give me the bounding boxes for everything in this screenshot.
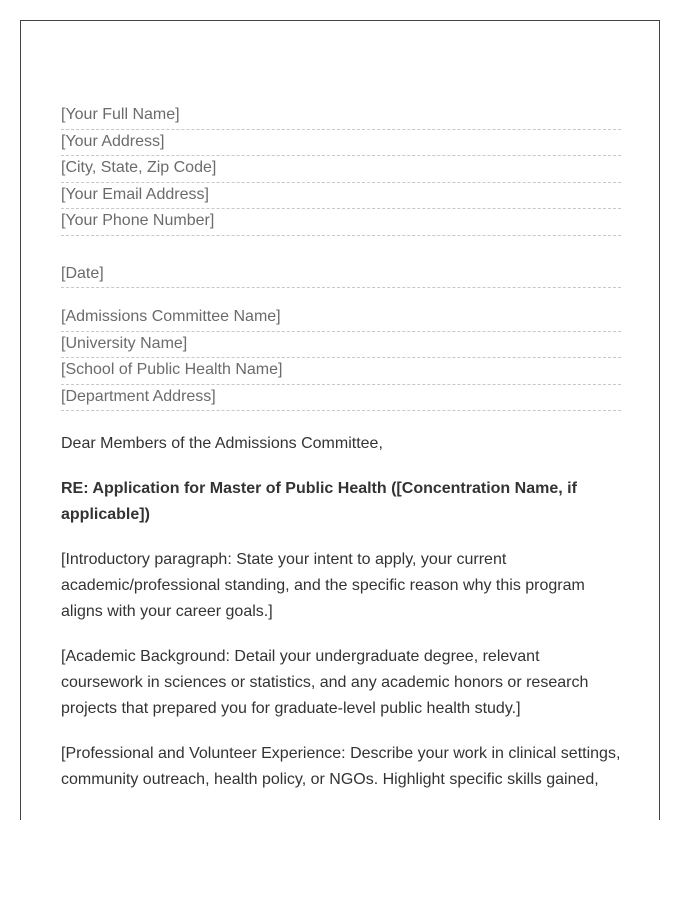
date-field[interactable]: [Date] <box>61 262 621 289</box>
recipient-block <box>61 305 621 411</box>
subject-line: RE: Application for Master of Public Health ([Concentration Name, if applicable]) <box>61 480 577 523</box>
recipient-committee-name-field[interactable]: [Admissions Committee Name] <box>61 305 621 332</box>
spacer <box>61 236 621 262</box>
sender-email-field[interactable]: [Your Email Address] <box>61 183 621 210</box>
sender-block <box>61 103 621 236</box>
recipient-school-name-field[interactable]: [School of Public Health Name] <box>61 358 621 385</box>
intro-paragraph: [Introductory paragraph: State your intent to apply, your current academic/professional standing, and the specific reason why this program aligns with your career goals.] <box>61 551 585 620</box>
sender-full-name-field[interactable]: [Your Full Name] <box>61 103 621 130</box>
academic-background-paragraph: [Academic Background: Detail your undergraduate degree, relevant coursework in sciences or statistics, and any academic honors or research projects that prepared you for graduate-level public health study.] <box>61 648 589 717</box>
sender-city-state-zip-field[interactable]: [City, State, Zip Code] <box>61 156 621 183</box>
experience-paragraph: [Professional and Volunteer Experience: Describe your work in clinical settings, community outreach, health policy, or NGOs. Highlight specific skills gained, <box>61 745 621 788</box>
sender-phone-field[interactable]: [Your Phone Number] <box>61 209 621 236</box>
recipient-department-address-field[interactable]: [Department Address] <box>61 385 621 412</box>
letter-content <box>61 103 621 793</box>
letter-page <box>20 20 660 820</box>
spacer <box>61 288 621 305</box>
sender-address-field[interactable]: [Your Address] <box>61 130 621 157</box>
recipient-university-name-field[interactable]: [University Name] <box>61 332 621 359</box>
salutation: Dear Members of the Admissions Committee, <box>61 435 383 452</box>
